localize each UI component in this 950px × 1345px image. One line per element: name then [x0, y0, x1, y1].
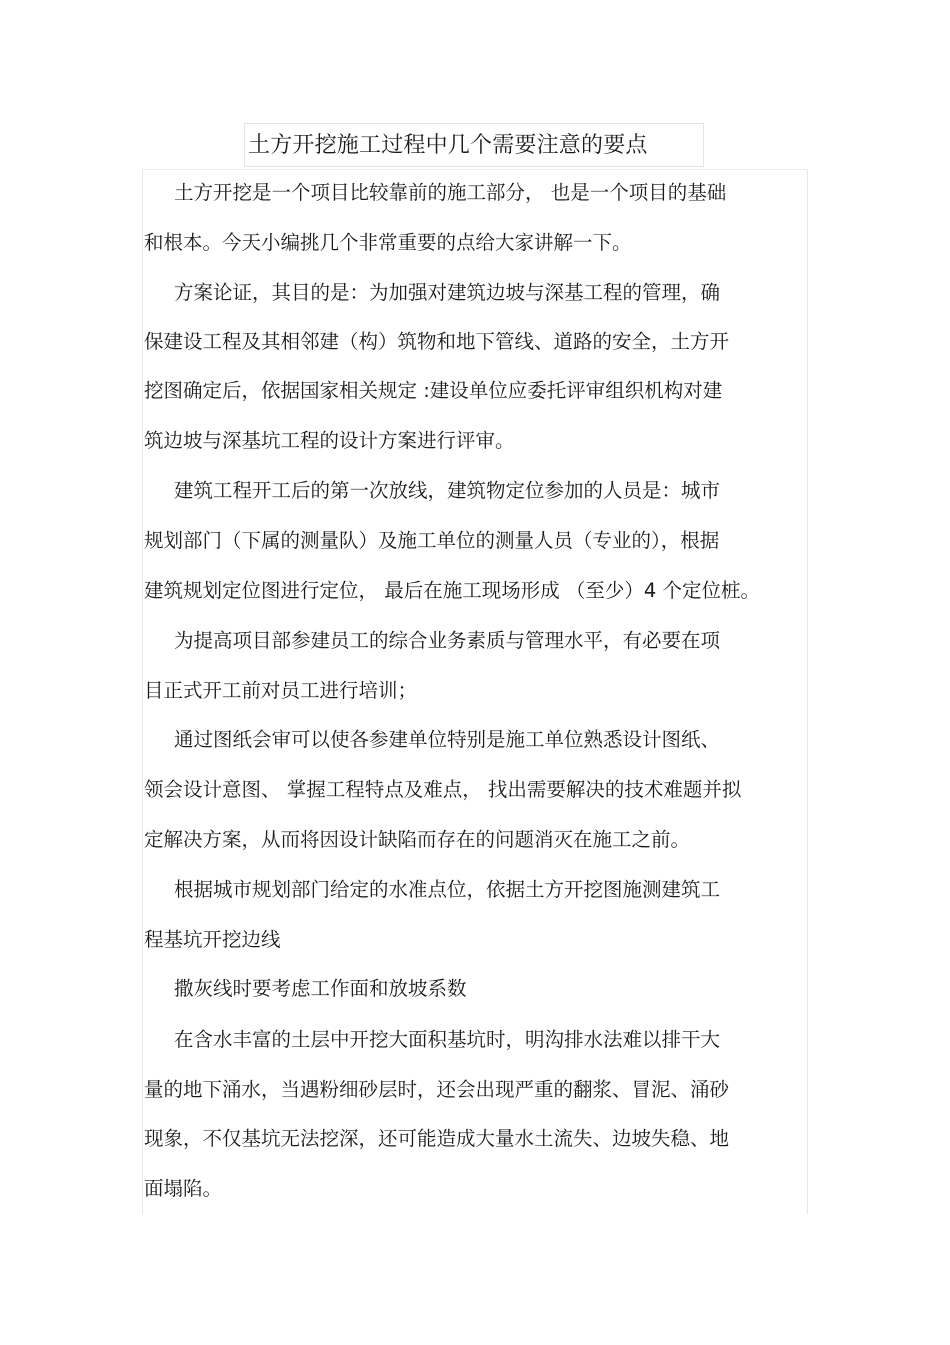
text-line: 撒灰线时要考虑工作面和放坡系数 [174, 977, 467, 1000]
text-line: 土方开挖是一个项目比较靠前的施工部分， 也是一个项目的基础 [174, 181, 727, 204]
text-line: 方案论证，其目的是：为加强对建筑边坡与深基工程的管理，确 [174, 281, 721, 304]
text-line: 定解决方案，从而将因设计缺陷而存在的问题消灭在施工之前。 [144, 828, 691, 851]
text-line: 挖图确定后，依据国家相关规定 :建设单位应委托评审组织机构对建 [144, 379, 723, 402]
text-line: 在含水丰富的土层中开挖大面积基坑时，明沟排水法难以排干大 [174, 1028, 721, 1051]
text-line: 建筑规划定位图进行定位， 最后在施工现场形成 （至少）4 个定位桩。 [144, 579, 761, 602]
text-line: 目正式开工前对员工进行培训； [144, 679, 418, 702]
text-line: 和根本。今天小编挑几个非常重要的点给大家讲解一下。 [144, 231, 632, 254]
text-line: 面塌陷。 [144, 1177, 223, 1200]
text-line: 量的地下涌水，当遇粉细砂层时，还会出现严重的翻浆、冒泥、涌砂 [144, 1078, 730, 1101]
text-line: 规划部门（下属的测量队）及施工单位的测量人员（专业的），根据 [144, 529, 720, 552]
text-line: 建筑工程开工后的第一次放线，建筑物定位参加的人员是：城市 [174, 479, 721, 502]
text-line: 筑边坡与深基坑工程的设计方案进行评审。 [144, 429, 515, 452]
text-line: 根据城市规划部门给定的水准点位，依据土方开挖图施测建筑工 [174, 878, 721, 901]
text-line: 程基坑开挖边线 [144, 928, 281, 951]
text-line: 现象，不仅基坑无法挖深，还可能造成大量水土流失、边坡失稳、地 [144, 1127, 730, 1150]
text-line: 保建设工程及其相邻建（构）筑物和地下管线、道路的安全，土方开 [144, 330, 730, 353]
text-line: 通过图纸会审可以使各参建单位特别是施工单位熟悉设计图纸、 [174, 728, 721, 751]
text-line: 为提高项目部参建员工的综合业务素质与管理水平，有必要在项 [174, 629, 721, 652]
text-line: 领会设计意图、 掌握工程特点及难点， 找出需要解决的技术难题并拟 [144, 778, 742, 801]
document-title: 土方开挖施工过程中几个需要注意的要点 [248, 133, 648, 158]
